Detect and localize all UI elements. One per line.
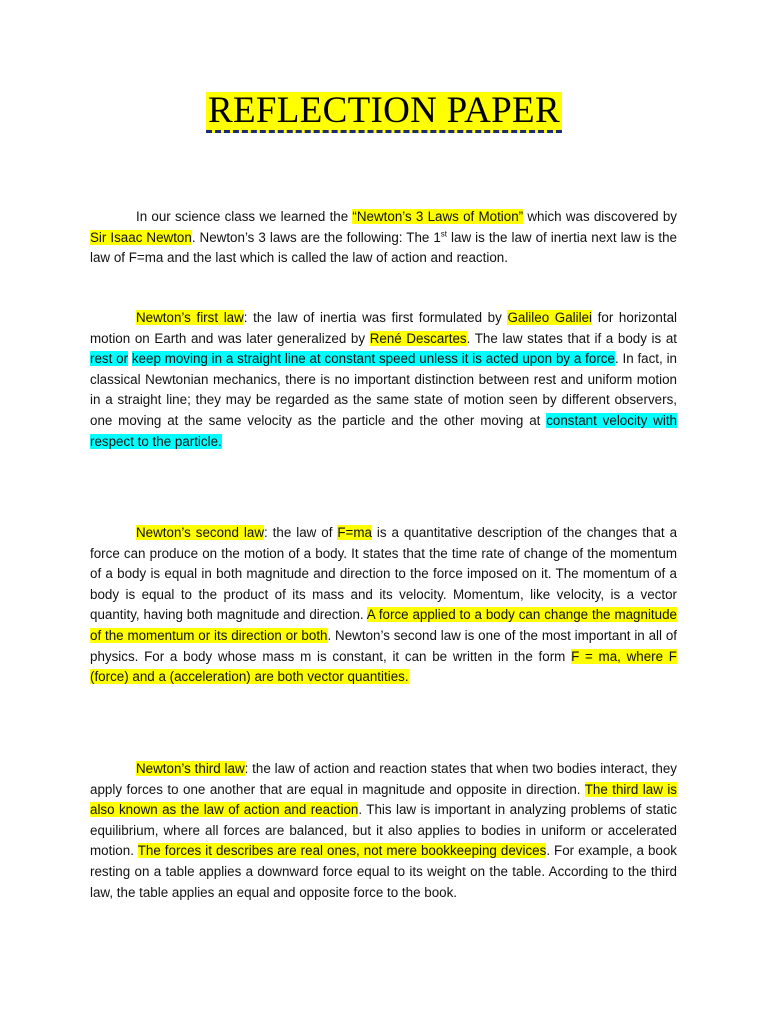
second-law-paragraph (90, 523, 677, 688)
superscript: st (440, 229, 448, 239)
page-title: REFLECTION PAPER (208, 90, 560, 131)
text-run: . Newton’s second law is one of the most important in all of physics. For a body whose mass m is constant, it can be written in the form (90, 627, 677, 664)
text-run: : the law of inertia was first formulated by (243, 310, 508, 325)
highlight-yellow: Newton’s second law (136, 525, 264, 540)
text-run: . This law is important in analyzing problems of static equilibrium, where all forces are balanced, but it also applies to bodies in uniform or accelerated motion. (90, 802, 678, 859)
highlight-yellow: The forces it describes are real ones, not mere bookkeeping devices (137, 843, 547, 859)
text-run: law is the law of inertia next law is the law of F=ma and the last which is called the law of action and reaction. (90, 229, 677, 266)
text-run: for horizontal motion on Earth and was later generalized by (90, 310, 677, 346)
highlight-yellow: René Descartes (369, 330, 467, 346)
highlight-yellow: Galileo Galilei (507, 310, 593, 325)
text-run: . For example, a book resting on a table applies a downward force equal to its weight on the table. According to the third law, the table applies an equal and opposite force to the book. (90, 843, 678, 900)
text-run: : the law of (264, 525, 338, 540)
title-container (0, 92, 768, 133)
text-run: is a quantitative description of the changes that a force can produce on the motion of a body. It states that the time rate of change of the momentum of a body is equal in both magnitude and direction to the force imposed on it. The momentum of a body is equal to the product of its mass and its velocity. Momentum, like velocity, is a vector quantity, having both magnitude and direction. (90, 525, 678, 623)
highlight-yellow: Sir Isaac Newton (90, 229, 192, 245)
highlight-yellow: F = ma, where F (force) and a (acceleration) are both vector quantities. (90, 648, 677, 685)
highlight-cyan: rest or (90, 351, 129, 367)
text-run: . Newton’s 3 laws are the following: The 1 (191, 229, 441, 245)
third-law-paragraph (90, 759, 677, 903)
text-run: . The law states that if a body is at (466, 330, 677, 346)
highlight-yellow: “Newton’s 3 Laws of Motion” (352, 209, 524, 224)
highlight-cyan: constant velocity with respect to the particle. (90, 412, 677, 449)
text-run: . In fact, in classical Newtonian mechanics, there is no important distinction between rest and uniform motion in a straight line; they may be regarded as the same state of motion seen by different observers, one moving at the same velocity as the particle and the other moving at (90, 351, 677, 428)
highlight-cyan: keep moving in a straight line at constant speed unless it is acted upon by a force (131, 351, 615, 367)
highlight-yellow: A force applied to a body can change the magnitude of the momentum or its direction or both (90, 607, 677, 643)
text-run: In our science class we learned the (136, 209, 353, 224)
highlight-yellow: The third law is also known as the law of action and reaction (90, 781, 677, 818)
highlight-yellow: Newton’s first law (136, 310, 244, 325)
highlight-yellow: F=ma (337, 525, 372, 540)
intro-paragraph (90, 207, 677, 269)
text-run: which was discovered by (523, 209, 677, 224)
text-run: : the law of action and reaction states that when two bodies interact, they apply forces to one another that are equal in magnitude and opposite in direction. (90, 761, 677, 797)
highlight-yellow: Newton’s third law (136, 761, 245, 776)
first-law-paragraph (90, 308, 677, 452)
